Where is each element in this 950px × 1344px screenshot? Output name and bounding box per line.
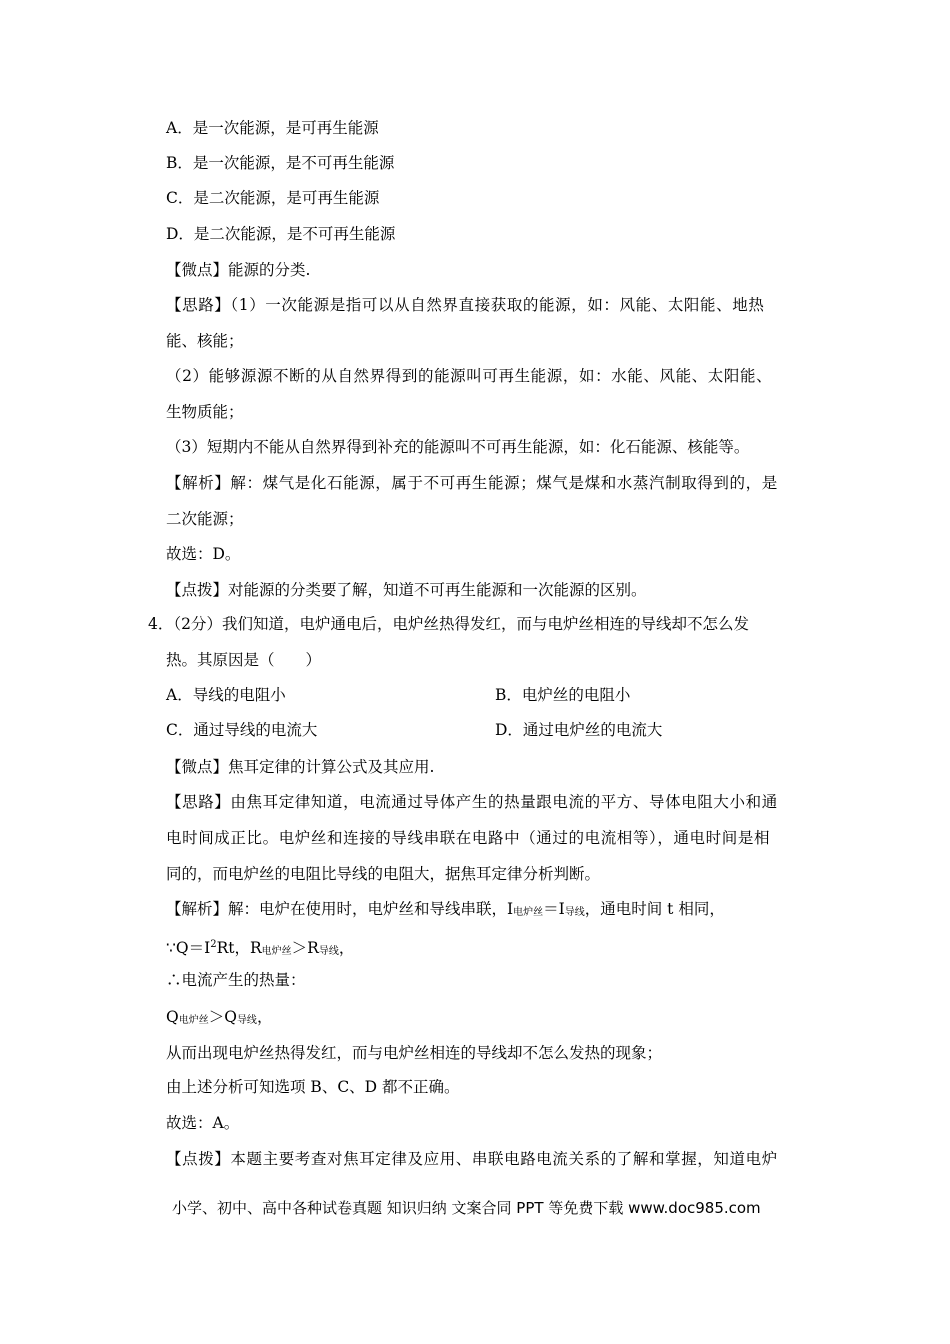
q4-answer: 故选：A。	[166, 1114, 240, 1132]
option-a: A．是一次能源，是可再生能源	[166, 119, 379, 137]
subscript-wire: 导线	[236, 1015, 257, 1026]
q4-dianbo: 【点拨】本题主要考查对焦耳定律及应用、串联电路电流关系的了解和掌握，知道电炉	[166, 1150, 778, 1168]
q3-weidian: 【微点】能源的分类.	[166, 261, 311, 279]
because-gt: ＞R	[291, 939, 319, 957]
therefore-line: ∴电流产生的热量：	[166, 971, 306, 989]
subscript-wire: 导线	[564, 907, 585, 918]
q4-option-d: D．通过电炉丝的电流大	[495, 721, 663, 739]
q-gt: ＞Q	[208, 1008, 237, 1026]
because-formula	[166, 935, 354, 962]
q-suffix: ，	[256, 1008, 273, 1026]
q4-silu-line-1: 【思路】由焦耳定律知道，电流通过导体产生的热量跟电流的平方、导体电阻大小和通	[166, 793, 778, 811]
q4-option-b: B．电炉丝的电阻小	[495, 686, 631, 704]
subscript-wire: 导线	[318, 946, 339, 957]
q4-silu-line-3: 同的，而电炉丝的电阻比导线的电阻大，据焦耳定律分析判断。	[166, 865, 601, 883]
option-b: B．是一次能源，是不可再生能源	[166, 154, 395, 172]
q4-conclusion-1: 从而出现电炉丝热得发红，而与电炉丝相连的导线却不怎么发热的现象；	[166, 1044, 663, 1062]
page-footer: 小学、初中、高中各种试卷真题 知识归纳 文案合同 PPT 等免费下载 www.doc985.com	[172, 1199, 761, 1217]
q3-silu-line-5: （3）短期内不能从自然界得到补充的能源叫不可再生能源，如：化石能源、核能等。	[166, 438, 750, 456]
because-suffix: ，	[338, 939, 355, 957]
because-mid: Rt，R	[216, 939, 262, 957]
q4-silu-line-2: 电时间成正比。电炉丝和连接的导线串联在电路中（通过的电流相等），通电时间是相	[166, 829, 771, 847]
q-comparison	[166, 1007, 272, 1031]
q4-weidian: 【微点】焦耳定律的计算公式及其应用.	[166, 758, 435, 776]
q3-jiexi-line-1: 【解析】解：煤气是化石能源，属于不可再生能源；煤气是煤和水蒸汽制取得到的，是	[166, 474, 778, 492]
q-prefix: Q	[166, 1008, 179, 1026]
q4-stem-line-2: 热。其原因是（ ）	[166, 651, 322, 669]
q3-answer: 故选：D。	[166, 545, 241, 563]
option-c: C．是二次能源，是可再生能源	[166, 189, 380, 207]
q4-option-c: C．通过导线的电流大	[166, 721, 318, 739]
jiexi-suffix: ，通电时间 t 相同，	[584, 900, 725, 918]
q4-stem-line-1	[148, 614, 749, 634]
q4-jiexi-line-1	[166, 899, 725, 923]
q3-silu-line-2: 能、核能；	[166, 332, 244, 350]
q4-stem-text: （2分）我们知道，电炉通电后，电炉丝热得发红，而与电炉丝相连的导线却不怎么发	[173, 615, 749, 633]
q3-dianbo: 【点拨】对能源的分类要了解，知道不可再生能源和一次能源的区别。	[166, 581, 647, 599]
q4-option-a: A．导线的电阻小	[166, 686, 286, 704]
superscript-two: 2	[210, 939, 217, 950]
q3-silu-line-4: 生物质能；	[166, 403, 244, 421]
q3-jiexi-line-2: 二次能源；	[166, 510, 244, 528]
subscript-heater-wire: 电炉丝	[261, 946, 292, 957]
question-number: 4．	[148, 615, 174, 633]
q3-silu-line-1: 【思路】（1）一次能源是指可以从自然界直接获取的能源，如：风能、太阳能、地热	[166, 296, 765, 314]
subscript-heater-wire: 电炉丝	[178, 1015, 209, 1026]
q4-conclusion-2: 由上述分析可知选项 B、C、D 都不正确。	[166, 1078, 460, 1096]
subscript-heater-wire: 电炉丝	[513, 907, 544, 918]
because-prefix: ∵Q＝I	[166, 939, 211, 957]
q3-silu-line-3: （2）能够源源不断的从自然界得到的能源叫可再生能源，如：水能、风能、太阳能、	[166, 367, 773, 385]
jiexi-prefix: 【解析】解：电炉在使用时，电炉丝和导线串联，I	[166, 900, 514, 918]
option-d: D．是二次能源，是不可再生能源	[166, 225, 396, 243]
jiexi-equals: ＝I	[543, 900, 565, 918]
